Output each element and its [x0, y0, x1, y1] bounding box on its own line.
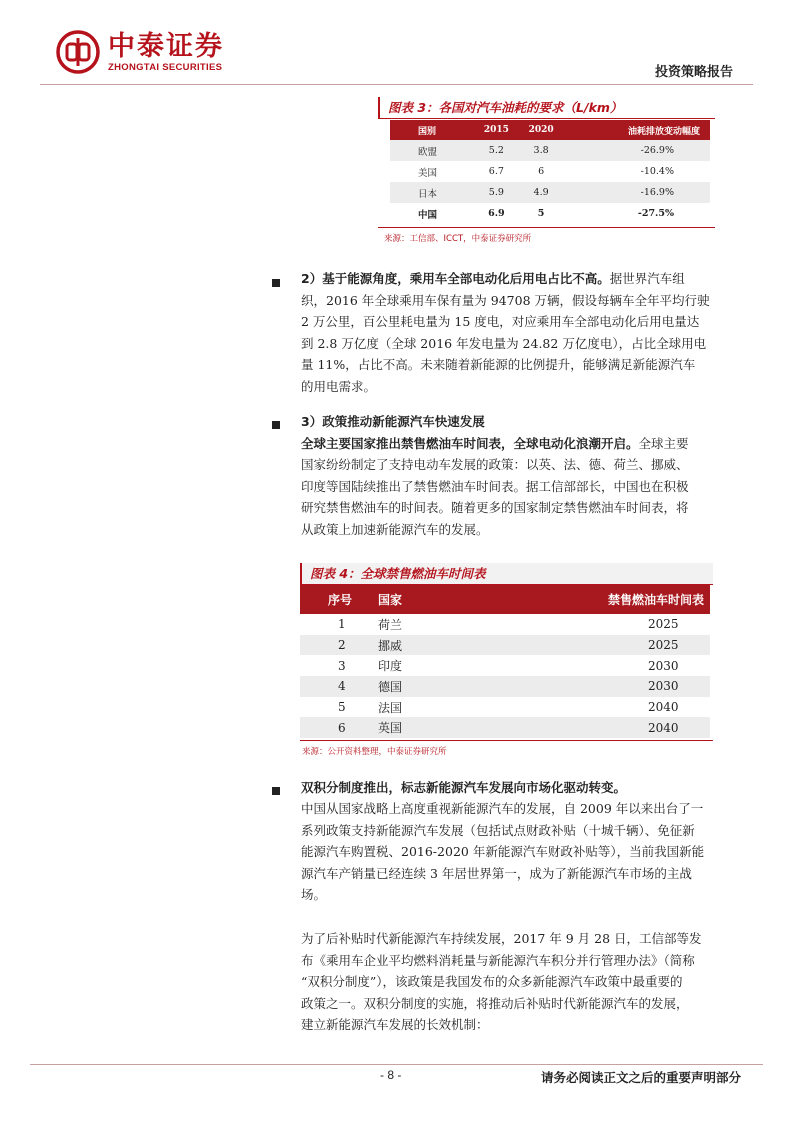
company-name-cn: 中泰证券	[108, 30, 224, 62]
table-cell: 6.7	[488, 166, 504, 177]
table-row	[300, 614, 710, 635]
table-cell: 挪威	[378, 635, 498, 656]
figure3-title-box	[378, 97, 715, 118]
section4-paragraph-2: 为了后补贴时代新能源汽车持续发展，2017 年 9 月 28 日，工信部等发 布《乘用车企业平均燃料消耗量与新能源汽车积分并行管理办法》（简称 “双积分制度”），该政策是我国发布的众多新能源汽车政策中最重要的 政策之一。双积分制度的实施，将推动后补贴时代新能源汽车的发展， 建立新能源汽车发展的长效机制：	[301, 931, 702, 1032]
table-row	[390, 182, 710, 203]
table-cell: 2030	[498, 676, 710, 697]
page-number: - 8 -	[380, 1068, 402, 1082]
table-cell: -26.9%	[563, 140, 710, 161]
table-cell: 2030	[648, 658, 679, 673]
table-row	[300, 717, 710, 738]
zhongtai-logo-icon	[56, 30, 100, 74]
section3-subheading: 全球主要国家推出禁售燃油车时间表，全球电动化浪潮开启。	[301, 435, 639, 451]
table-cell: 6	[300, 717, 378, 738]
table-cell: 2025	[648, 617, 679, 632]
figure3-title-underline	[378, 118, 715, 119]
column-header: 油耗排放变动幅度	[563, 120, 710, 140]
bullet-icon	[272, 421, 280, 429]
table-row	[300, 655, 710, 676]
section3-heading: 3）政策推动新能源汽车快速发展	[301, 414, 485, 429]
table-cell: 2040	[498, 717, 710, 738]
table-cell: -10.4%	[640, 166, 674, 177]
figure4-source: 来源：公开资料整理，中泰证券研究所	[302, 747, 447, 757]
figure3-table	[390, 120, 710, 224]
column-header: 2015	[474, 120, 519, 140]
footer-disclaimer: 请务必阅读正文之后的重要声明部分	[540, 1070, 741, 1085]
table-cell: 4	[300, 676, 378, 697]
column-header: 禁售燃油车时间表	[498, 585, 710, 614]
column-header: 国家	[378, 585, 498, 614]
section3-paragraph: 3）政策推动新能源汽车快速发展 全球主要国家推出禁售燃油车时间表，全球电动化浪潮开启。全球主要 国家纷纷制定了支持电动车发展的政策：以英、法、德、荷兰、挪威、 印度等国陆续推出了禁售燃油车时间表。据工信部部长，中国也在积极 研究禁售燃油车的时间表。随着更多的国家制定禁售燃油车时间表，将 从政策上加速新能源汽车的发展。	[301, 414, 689, 537]
table-row	[300, 676, 710, 697]
section2-paragraph: 2）基于能源角度，乘用车全部电动化后用电占比不高。据世界汽车组 织，2016 年全球乘用车保有量为 94708 万辆，假设每辆车全年平均行驶 2 万公里，百公里耗电量为 15 度电，对应乘用车全部电动化后用电量达 到 2.8 万亿度（全球 2016 年发电量为 24.82 万亿度电），占比全球用电 量 11%，占比不高。未来随着新能源的比例提升，能够满足新能源汽车 的用电需求。	[301, 271, 710, 394]
header-divider	[40, 84, 753, 85]
table-cell: 4.9	[519, 182, 564, 203]
table-cell: 英国	[378, 717, 498, 738]
table-cell: 2	[300, 635, 378, 656]
table-cell: -27.5%	[637, 208, 674, 219]
table-row	[390, 203, 710, 224]
footer-divider	[30, 1064, 763, 1065]
table-cell: 3	[338, 658, 346, 673]
company-logo	[56, 30, 224, 74]
section4-paragraph-1: 中国从国家战略上高度重视新能源汽车的发展，自 2009 年以来出台了一 系列政策支持新能源汽车发展（包括试点财政补贴（十城千辆）、免征新 能源汽车购置税、2016-2020 年新能源汽车财政补贴等），当前我国新能 源汽车产销量已经连续 3 年居世界第一，成为了新能源汽车市场的主战 场。	[301, 801, 705, 902]
figure3-source: 来源：工信部、ICCT，中泰证券研究所	[384, 234, 532, 244]
table-cell: 中国	[418, 209, 438, 221]
table-cell: 荷兰	[378, 617, 403, 632]
table-header-row	[300, 585, 710, 614]
table-cell: 6.9	[488, 208, 505, 219]
table-cell: 5	[338, 700, 346, 715]
section2-heading: 2）基于能源角度，乘用车全部电动化后用电占比不高。	[301, 271, 610, 286]
report-type: 投资策略报告	[654, 65, 733, 80]
figure4-title: 图表 4：全球禁售燃油车时间表	[310, 566, 486, 581]
bullet-icon	[272, 279, 280, 287]
table-cell: 日本	[390, 182, 474, 203]
table-cell: 5.2	[474, 140, 519, 161]
figure4-source-divider	[300, 740, 713, 741]
figure4-table	[300, 585, 710, 738]
table-cell: 欧盟	[390, 140, 474, 161]
company-name-en: ZHONGTAI SECURITIES	[108, 61, 223, 73]
table-cell: 德国	[378, 676, 498, 697]
column-header: 国别	[390, 120, 474, 140]
table-row	[390, 161, 710, 182]
table-cell: 5	[537, 208, 545, 219]
table-cell: 3.8	[519, 140, 564, 161]
section4-heading: 双积分制度推出，标志新能源汽车发展向市场化驱动转变。	[301, 780, 627, 795]
table-row	[300, 635, 710, 656]
table-cell: 法国	[378, 700, 403, 715]
table-cell: 美国	[418, 167, 438, 179]
table-cell: 1	[338, 617, 346, 632]
section4-heading-block	[301, 777, 738, 799]
table-cell: 印度	[378, 659, 403, 674]
table-cell: 6	[538, 166, 545, 177]
column-header: 序号	[300, 585, 378, 614]
table-cell: 2025	[498, 635, 710, 656]
figure3-source-divider	[378, 227, 715, 228]
figure4-title-box	[300, 563, 713, 584]
column-header: 2020	[519, 120, 564, 140]
bullet-icon	[272, 787, 280, 795]
table-cell: -16.9%	[563, 182, 710, 203]
table-header-row	[390, 120, 710, 140]
table-cell: 5.9	[474, 182, 519, 203]
table-row	[390, 140, 710, 161]
table-cell: 2040	[648, 700, 679, 715]
table-row	[300, 697, 710, 718]
figure3-title: 图表 3：各国对汽车油耗的要求（L/km）	[388, 100, 623, 115]
